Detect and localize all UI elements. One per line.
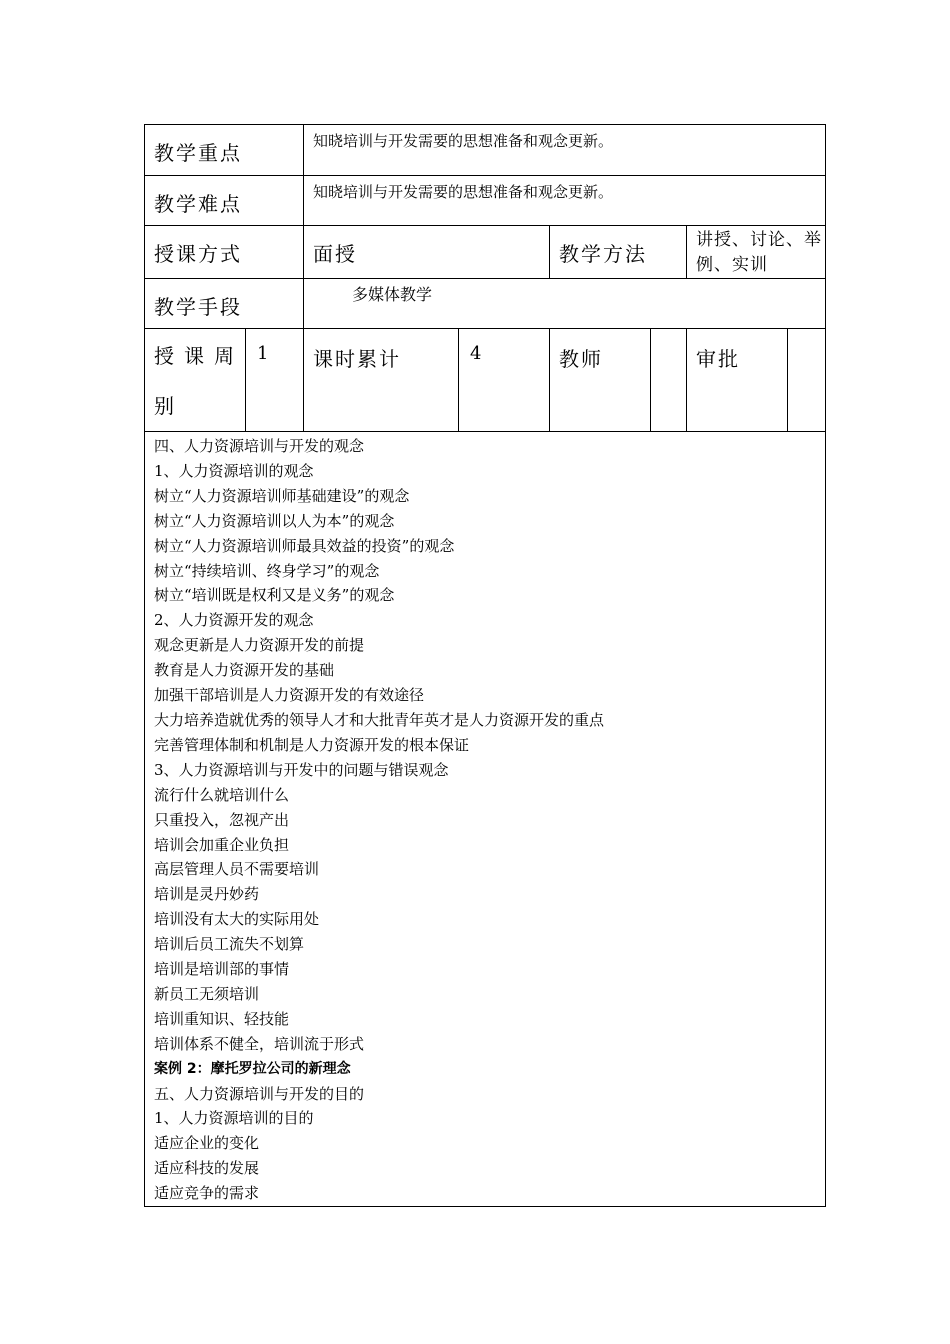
content-line: 树立“培训既是权利又是义务”的观念 <box>154 586 395 605</box>
teaching-focus-label: 教学重点 <box>145 125 304 176</box>
content-line: 树立“人力资源培训师基础建设”的观念 <box>154 486 410 505</box>
content-line: 培训体系不健全，培训流于形式 <box>154 1034 365 1053</box>
content-line: 只重投入，忽视产出 <box>154 810 290 829</box>
lesson-plan-table <box>144 124 826 1207</box>
teaching-method-value: 讲授、讨论、举例、实训 <box>687 226 826 279</box>
teacher-label: 教师 <box>550 329 651 432</box>
content-line: 树立“人力资源培训师最具效益的投资”的观念 <box>154 536 455 555</box>
hours-value: 4 <box>459 329 550 432</box>
content-line: 四、人力资源培训与开发的观念 <box>154 437 365 455</box>
content-line: 树立“持续培训、终身学习”的观念 <box>154 561 380 580</box>
teaching-focus-value: 知晓培训与开发需要的思想准备和观念更新。 <box>304 125 826 176</box>
row-teaching-means <box>145 279 826 329</box>
content-line: 适应企业的变化 <box>154 1134 260 1153</box>
row-week <box>145 329 826 432</box>
row-teaching-focus <box>145 125 826 176</box>
content-line: 3、人力资源培训与开发中的问题与错误观念 <box>154 760 449 779</box>
teaching-difficulty-value: 知晓培训与开发需要的思想准备和观念更新。 <box>304 176 826 226</box>
case-heading: 案例 2：摩托罗拉公司的新理念 <box>154 1060 351 1077</box>
content-line: 培训是培训部的事情 <box>154 960 290 979</box>
content-line: 培训会加重企业负担 <box>154 835 290 854</box>
content-line: 大力培养造就优秀的领导人才和大批青年英才是人力资源开发的重点 <box>154 710 605 729</box>
content-line: 树立“人力资源培训以人为本”的观念 <box>154 511 395 530</box>
row-teaching-difficulty <box>145 176 826 226</box>
content-line: 加强干部培训是人力资源开发的有效途径 <box>154 686 425 705</box>
week-value: 1 <box>246 329 304 432</box>
content-line: 培训后员工流失不划算 <box>154 935 305 954</box>
content-line: 2、人力资源开发的观念 <box>154 611 314 630</box>
content-line: 完善管理体制和机制是人力资源开发的根本保证 <box>154 735 470 754</box>
content-line: 1、人力资源培训的观念 <box>154 461 314 480</box>
content-line: 五、人力资源培训与开发的目的 <box>154 1084 365 1103</box>
content-lines <box>154 434 825 1206</box>
content-line: 教育是人力资源开发的基础 <box>154 661 335 680</box>
teaching-means-label: 教学手段 <box>145 279 304 329</box>
approval-label: 审批 <box>687 329 788 432</box>
row-content <box>145 432 826 1207</box>
teaching-method-label: 教学方法 <box>550 226 687 279</box>
content-line: 培训是灵丹妙药 <box>154 885 260 904</box>
content-line: 1、人力资源培训的目的 <box>154 1109 314 1128</box>
week-label: 授课周别 <box>145 329 246 432</box>
row-teaching-mode <box>145 226 826 279</box>
content-line: 新员工无须培训 <box>154 984 260 1003</box>
content-line: 高层管理人员不需要培训 <box>154 860 320 879</box>
hours-label: 课时累计 <box>304 329 459 432</box>
content-line: 培训重知识、轻技能 <box>154 1009 290 1028</box>
content-line: 适应竞争的需求 <box>154 1184 260 1203</box>
content-line: 适应科技的发展 <box>154 1159 260 1178</box>
approval-value <box>788 329 826 432</box>
content-line: 流行什么就培训什么 <box>154 785 290 804</box>
teaching-difficulty-label: 教学难点 <box>145 176 304 226</box>
teaching-mode-label: 授课方式 <box>145 226 304 279</box>
teaching-means-value: 多媒体教学 <box>304 279 826 329</box>
content-line: 培训没有太大的实际用处 <box>154 910 320 929</box>
teacher-value <box>651 329 687 432</box>
lesson-content <box>145 432 826 1207</box>
teaching-mode-value: 面授 <box>304 226 550 279</box>
content-line: 观念更新是人力资源开发的前提 <box>154 636 365 655</box>
